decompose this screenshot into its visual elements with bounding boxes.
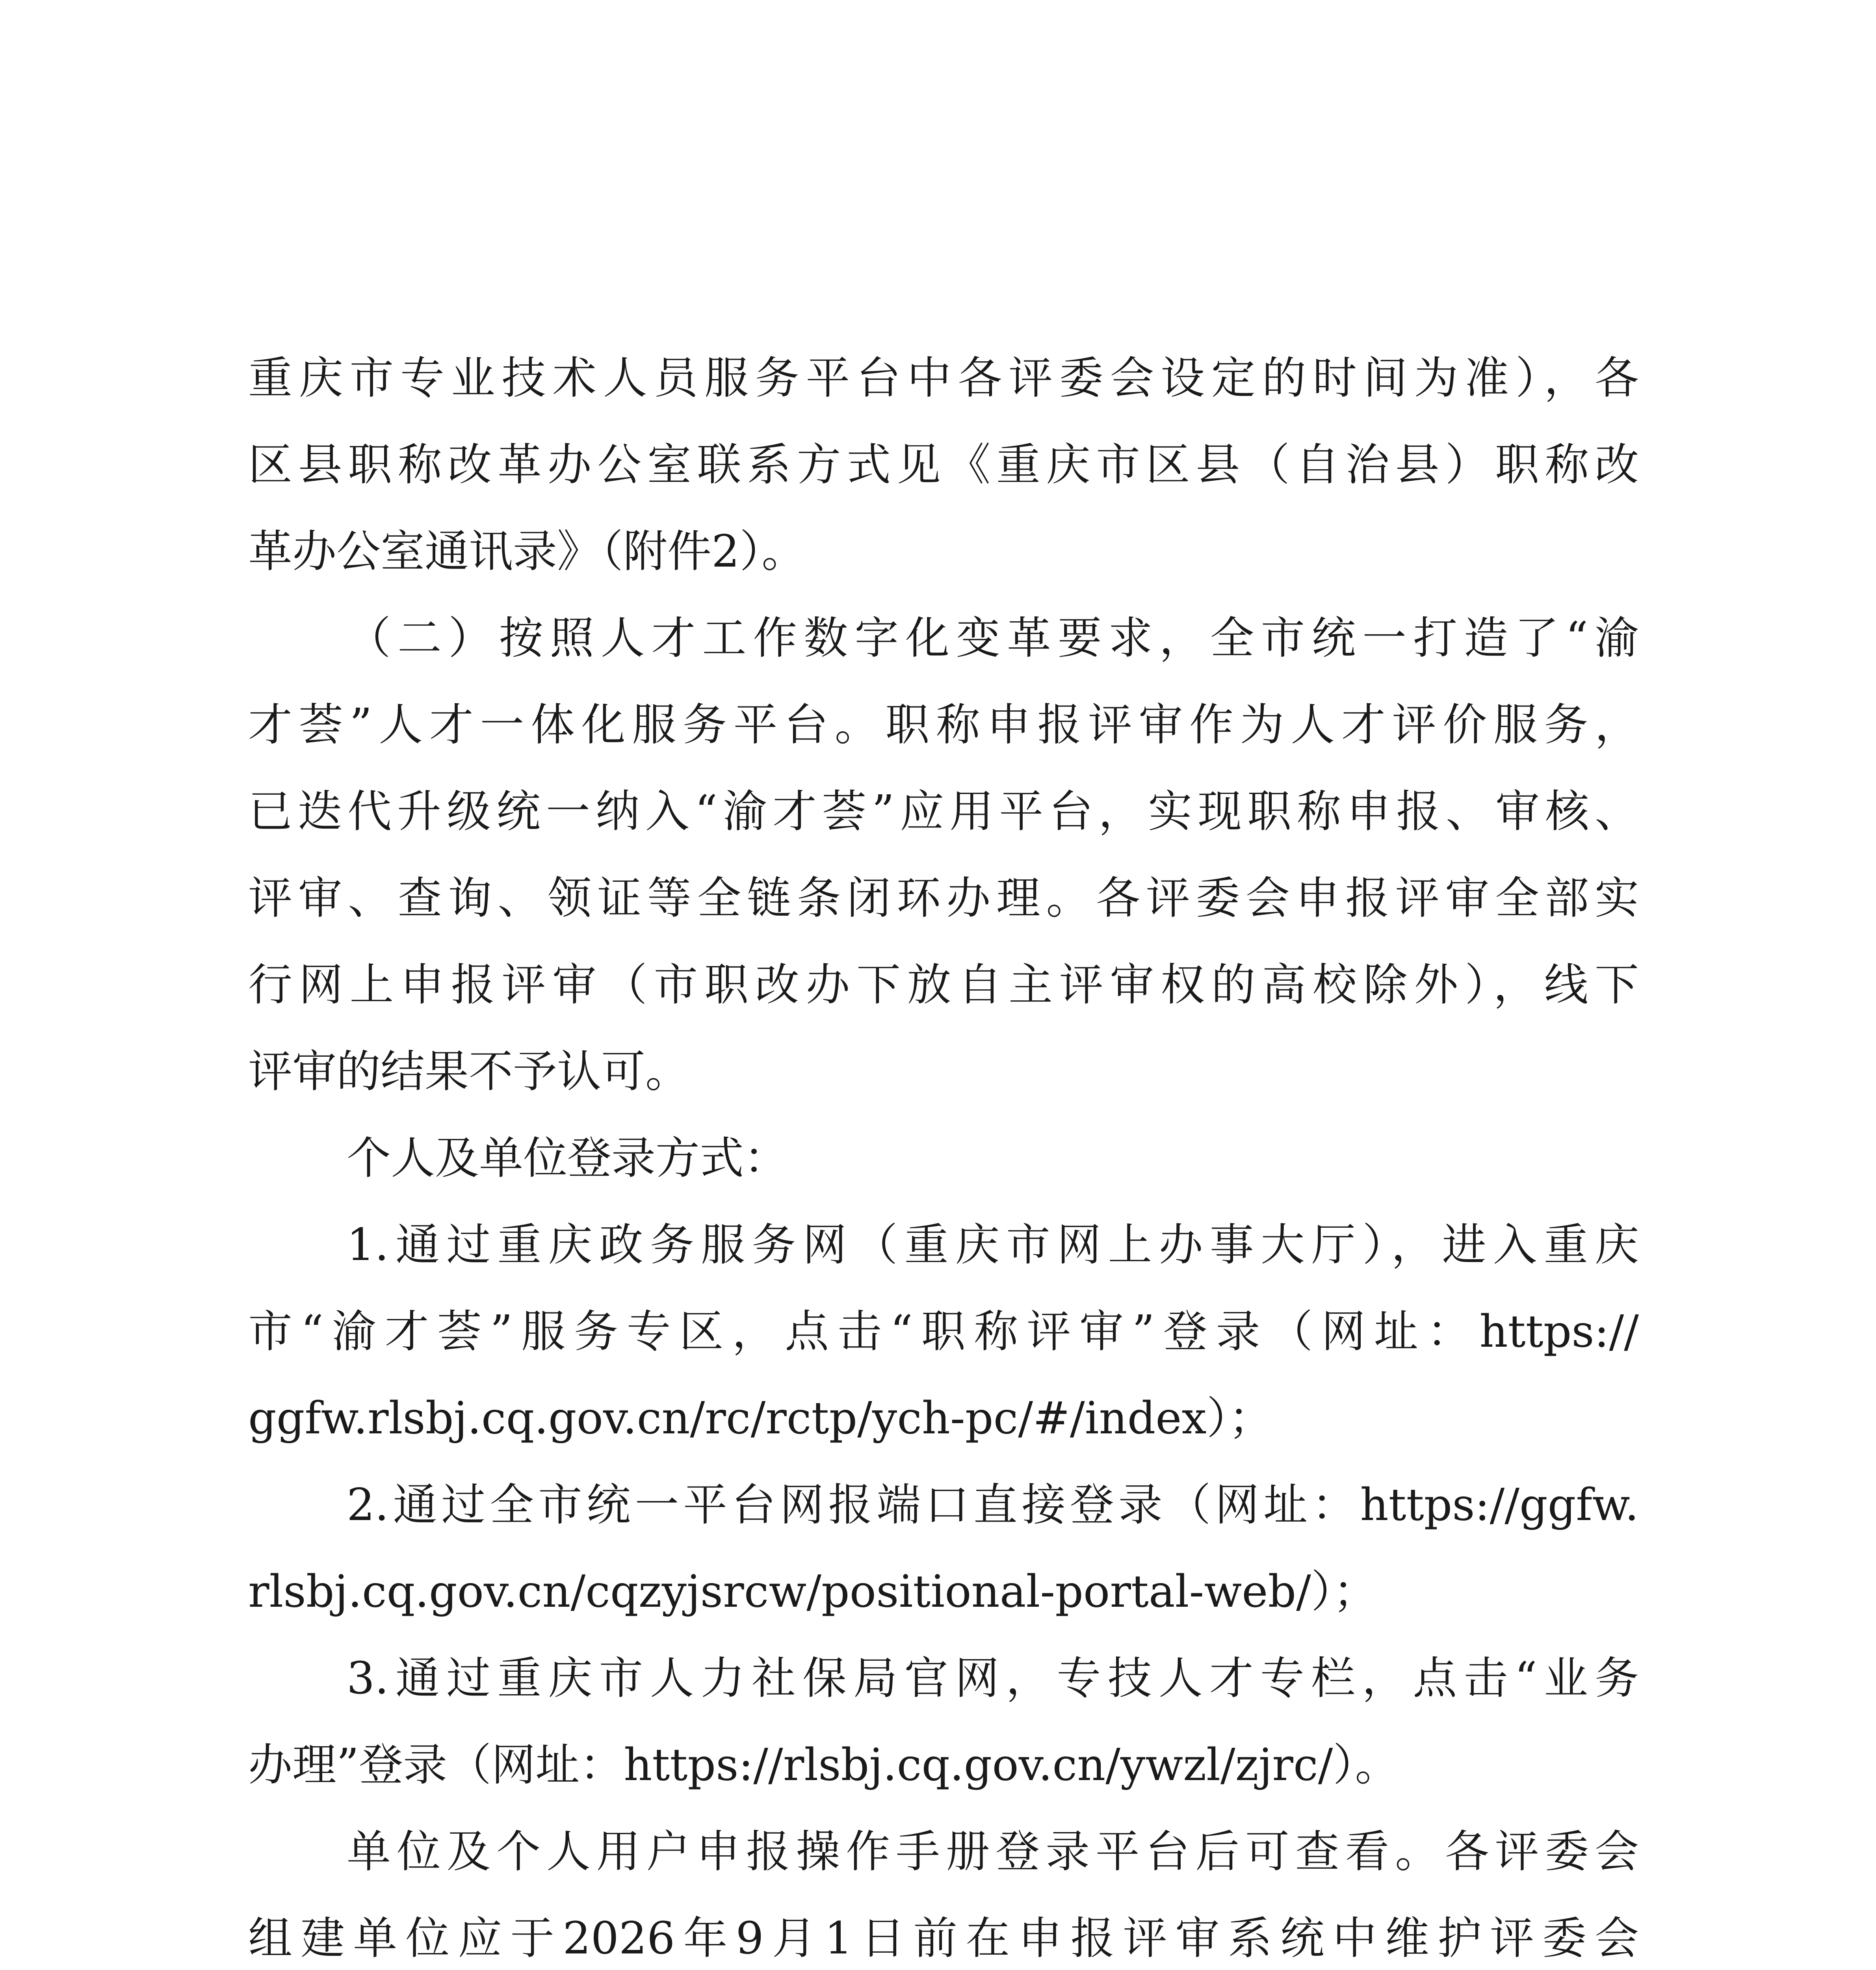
paragraph-line: 区县职称改革办公室联系方式见《重庆市区县（自治县）职称改	[248, 439, 1639, 491]
paragraph-line: 革办公室通讯录》（附件2）。	[248, 526, 806, 577]
paragraph-line: 2.通过全市统一平台网报端口直接登录（网址：https://ggfw.	[347, 1479, 1639, 1531]
paragraph-line: 才荟”人才一体化服务平台。职称申报评审作为人才评价服务，	[248, 699, 1639, 751]
paragraph-line: 重庆市专业技术人员服务平台中各评委会设定的时间为准），各	[248, 353, 1639, 404]
paragraph-line: 评审的结果不予认可。	[248, 1046, 689, 1097]
paragraph-line: 行网上申报评审（市职改办下放自主评审权的高校除外），线下	[248, 959, 1639, 1011]
paragraph-line: 个人及单位登录方式：	[347, 1133, 788, 1184]
paragraph-line: 评审、查询、领证等全链条闭环办理。各评委会申报评审全部实	[248, 873, 1639, 924]
paragraph-line: 3.通过重庆市人力社保局官网，专技人才专栏，点击“业务	[347, 1653, 1639, 1704]
paragraph-line: rlsbj.cq.gov.cn/cqzyjsrcw/positional-portal-web/）；	[248, 1566, 1377, 1617]
paragraph-line: ggfw.rlsbj.cq.gov.cn/rc/rctp/ych-pc/#/index）；	[248, 1393, 1273, 1444]
paragraph-line: 已迭代升级统一纳入“渝才荟”应用平台，实现职称申报、审核、	[248, 786, 1639, 837]
paragraph-line: 市“渝才荟”服务专区，点击“职称评审”登录（网址：https://	[248, 1306, 1639, 1357]
paragraph-line: 单位及个人用户申报操作手册登录平台后可查看。各评委会	[347, 1826, 1639, 1877]
paragraph-line: 办理”登录（网址：https://rlsbj.cq.gov.cn/ywzl/zjrc/）。	[248, 1740, 1399, 1791]
paragraph-line: （二）按照人才工作数字化变革要求，全市统一打造了“渝	[347, 613, 1639, 664]
paragraph-line: 组建单位应于2026年9月1日前在申报评审系统中维护评委会	[248, 1913, 1639, 1964]
paragraph-line: 1.通过重庆政务服务网（重庆市网上办事大厅），进入重庆	[347, 1219, 1639, 1271]
